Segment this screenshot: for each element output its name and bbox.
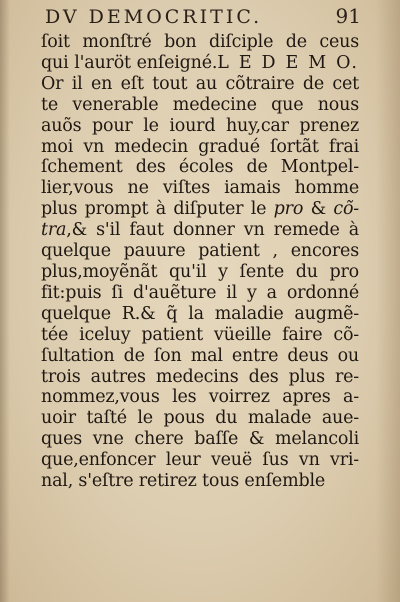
text-line [41,178,359,199]
text-run: te venerable medecine que nous [41,94,359,115]
text-line [41,283,359,304]
text-line [41,116,359,137]
text-line [41,262,359,283]
text-run: plus,moyẽnãt qu'il y ſente du pro [41,261,359,282]
text-line [41,304,359,325]
text-run: quelque R.& q̃ la maladie augmẽ- [41,303,359,324]
text-run: trois autres medecins des plus re- [41,366,359,387]
text-line [41,346,359,367]
text-line [41,471,359,492]
page-header [45,2,375,32]
text-line [41,137,359,158]
text-run: qui l'auröt enſeigné. [41,52,218,73]
text-run: ques vne chere baſſe & melancoli [41,429,359,450]
text-line [41,32,359,53]
text-line [41,199,359,220]
body-text [41,32,359,492]
text-run: ,& s'il faut donner vn remede à [66,220,359,241]
italic-text: pro [273,199,304,220]
text-line [41,53,359,74]
text-run: auõs pour le iourd huy,car prenez [41,115,359,136]
italic-text: tra [41,220,67,241]
text-run: nal, s'eſtre retirez tous enſemble [41,471,326,492]
text-run: ſoit monſtré bon diſciple de ceus [41,32,359,52]
text-run: & [303,199,334,220]
text-line [41,74,359,95]
page-gutter-shadow [0,0,10,602]
text-run: quelque pauure patient , encores [41,241,359,262]
speaker-name: L E D E M O. [217,52,359,73]
italic-text: cõ- [333,199,359,220]
text-line [41,367,359,388]
text-line [41,408,359,429]
text-line [41,241,359,262]
text-run: plus prompt à diſputer le [41,199,274,220]
page-edge-shadow [376,0,400,602]
text-line [41,387,359,408]
text-line [41,429,359,450]
text-run: Or il en eſt tout au cõtraire de cet [41,73,359,94]
text-run: tée iceluy patient vüeille faire cõ- [41,324,359,345]
text-run: ſchement des écoles de Montpel- [41,157,359,178]
text-run: nommez,vous les voirrez apres a- [41,387,359,408]
text-line [41,220,359,241]
text-run: ſultation de ſon mal entre deus ou [41,345,359,366]
text-run: moi vn medecin gradué ſortãt frai [41,136,359,157]
text-run: lier,vous ne viſtes iamais homme [41,178,359,199]
text-run: que,enfoncer leur veuë ſus vn vri- [41,450,359,471]
text-run: uoir taſté le pous du malade aue- [41,408,359,429]
text-line [41,450,359,471]
text-line [41,95,359,116]
running-title: DV DEMOCRITIC. [45,6,263,28]
text-run: fit:puis ſi d'auẽture il y a ordonné [41,282,359,303]
text-line [41,157,359,178]
text-line [41,325,359,346]
page-number: 91 [335,4,361,28]
